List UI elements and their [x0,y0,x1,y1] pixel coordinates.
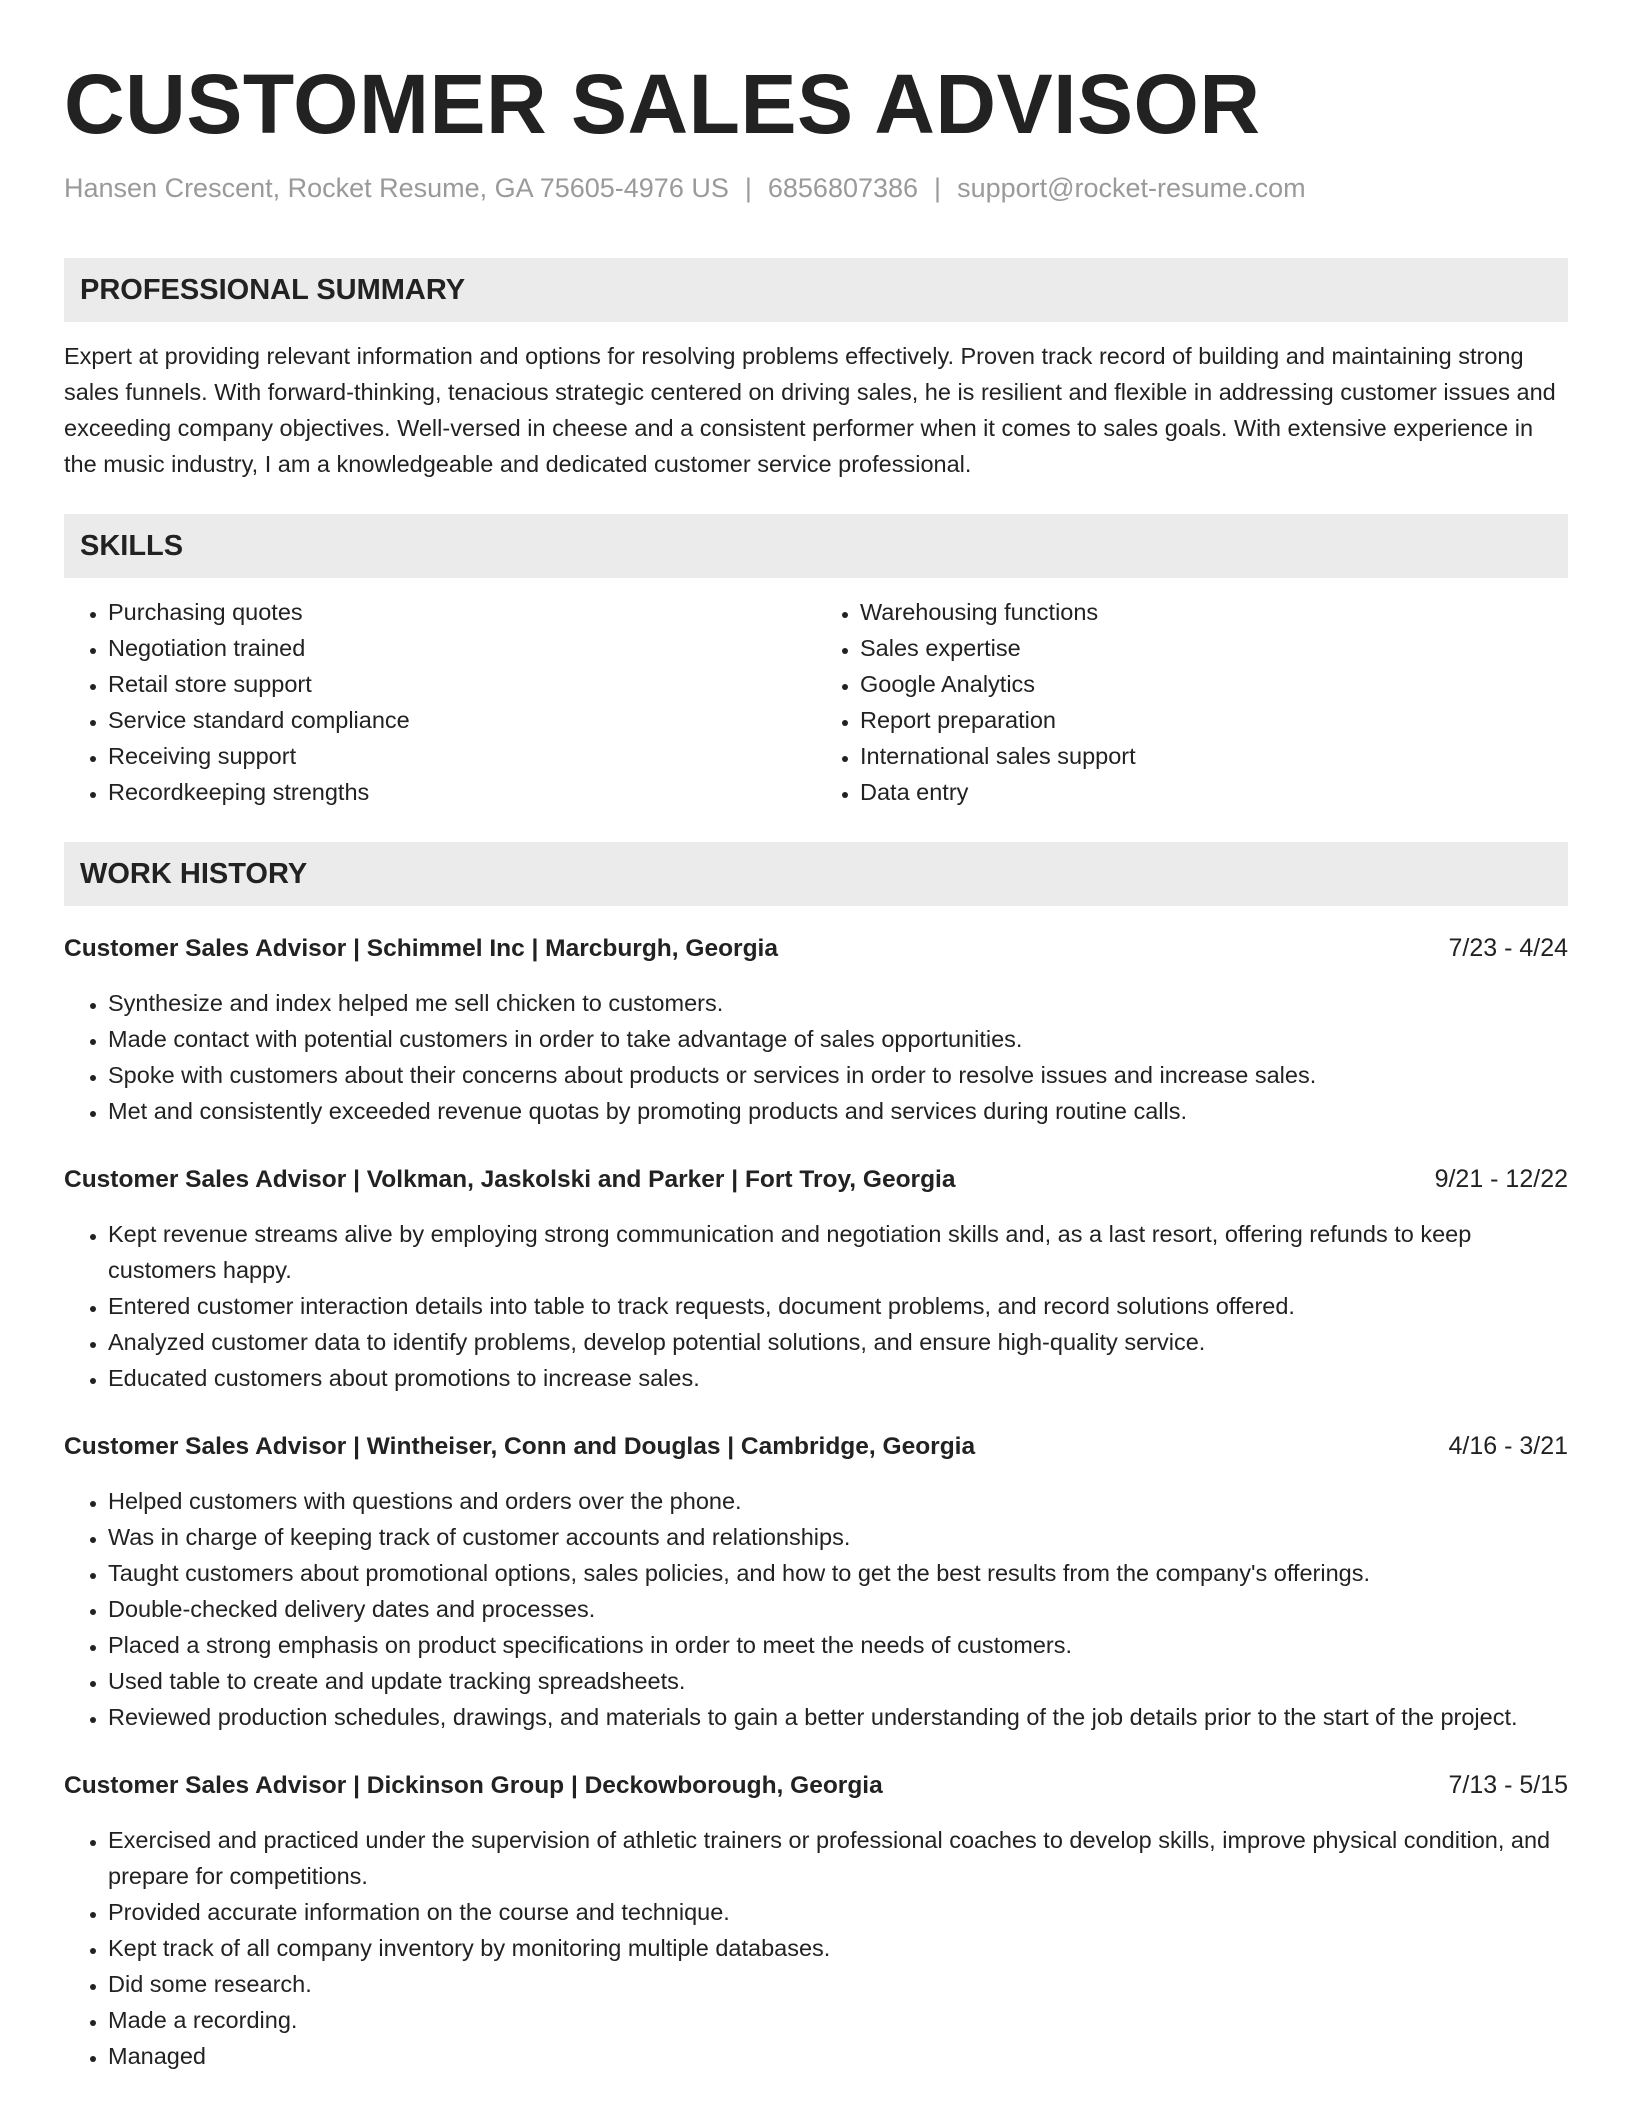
job-bullet: • Made a recording. [108,2002,1568,2038]
resume-title: CUSTOMER SALES ADVISOR [64,57,1261,151]
job-bullet: • Met and consistently exceeded revenue quotas by promoting products and services during routine calls. [108,1093,1568,1129]
summary-text: Expert at providing relevant information and options for resolving problems effectively. Proven track record of building and maintaining strong sales funnels. With forward-thinking, tenacious strategic centered on driving sales, he is resilient and flexible in addressing customer issues and exceeding company objectives. Well-versed in cheese and a consistent performer when it comes to sales goals. With extensive experience in the music industry, I am a knowledgeable and dedicated customer service professional. [64,343,1556,477]
job-entry [64,1161,1568,1396]
skill-item: • Retail store support [108,666,816,702]
job-bullet: • Did some research. [108,1966,1568,2002]
skill-item: • Data entry [860,774,1568,810]
job-entry [64,930,1568,1129]
skill-item: • Negotiation trained [108,630,816,666]
job-title: Customer Sales Advisor | Wintheiser, Conn and Douglas | Cambridge, Georgia [64,1433,976,1460]
contact-separator: | [744,173,752,203]
job-bullets [64,1822,1568,2074]
job-title: Customer Sales Advisor | Schimmel Inc | Marcburgh, Georgia [64,935,778,962]
skill-item: • Purchasing quotes [108,594,816,630]
job-title: Customer Sales Advisor | Dickinson Group | Deckowborough, Georgia [64,1772,883,1799]
skills-column-left [64,594,816,810]
job-heading [64,1161,1568,1198]
job-bullet: • Analyzed customer data to identify problems, develop potential solutions, and ensure high-quality service. [108,1324,1568,1360]
job-bullet: • Educated customers about promotions to increase sales. [108,1360,1568,1396]
job-bullet: • Placed a strong emphasis on product specifications in order to meet the needs of customers. [108,1627,1568,1663]
contact-address: Hansen Crescent, Rocket Resume, GA 75605-4976 US [64,173,729,203]
contact-separator: | [934,173,942,203]
job-bullet: • Exercised and practiced under the supervision of athletic trainers or professional coaches to develop skills, improve physical condition, and prepare for competitions. [108,1822,1568,1894]
summary-section-header: PROFESSIONAL SUMMARY [64,258,1568,322]
job-bullet: • Helped customers with questions and orders over the phone. [108,1483,1568,1519]
skill-item: • International sales support [860,738,1568,774]
job-bullet: • Synthesize and index helped me sell chicken to customers. [108,985,1568,1021]
job-bullet: • Provided accurate information on the course and technique. [108,1894,1568,1930]
job-bullet: • Entered customer interaction details into table to track requests, document problems, and record solutions offered. [108,1288,1568,1324]
job-bullet: • Made contact with potential customers in order to take advantage of sales opportunities. [108,1021,1568,1057]
skill-item: • Receiving support [108,738,816,774]
skill-item: • Sales expertise [860,630,1568,666]
job-bullet: • Taught customers about promotional options, sales policies, and how to get the best results from the company's offerings. [108,1555,1568,1591]
job-heading [64,1767,1568,1804]
job-bullets [64,1483,1568,1735]
job-bullet: • Was in charge of keeping track of customer accounts and relationships. [108,1519,1568,1555]
contact-email: support@rocket-resume.com [957,173,1306,203]
skill-item: • Google Analytics [860,666,1568,702]
contact-phone: 6856807386 [767,173,919,203]
job-entry [64,1767,1568,2074]
job-bullet: • Kept revenue streams alive by employing strong communication and negotiation skills and, as a last resort, offering refunds to keep customers happy. [108,1216,1568,1288]
skills-column-right [816,594,1568,810]
job-bullets [64,985,1568,1129]
skill-item: • Service standard compliance [108,702,816,738]
job-title: Customer Sales Advisor | Volkman, Jaskolski and Parker | Fort Troy, Georgia [64,1166,956,1193]
job-heading [64,1428,1568,1465]
job-bullet: • Reviewed production schedules, drawings, and materials to gain a better understanding of the job details prior to the start of the project. [108,1699,1568,1735]
job-bullet: • Double-checked delivery dates and processes. [108,1591,1568,1627]
skill-item: • Warehousing functions [860,594,1568,630]
job-dates: 9/21 - 12/22 [1434,1165,1568,1193]
job-heading [64,930,1568,967]
job-dates: 4/16 - 3/21 [1448,1432,1568,1460]
skill-item: • Report preparation [860,702,1568,738]
job-bullet: • Managed [108,2038,1568,2074]
skill-item: • Recordkeeping strengths [108,774,816,810]
contact-line [64,170,1568,206]
job-bullet: • Used table to create and update tracking spreadsheets. [108,1663,1568,1699]
job-dates: 7/23 - 4/24 [1448,934,1568,962]
job-entry [64,1428,1568,1735]
job-bullet: • Kept track of all company inventory by monitoring multiple databases. [108,1930,1568,1966]
skills-list [64,594,1568,810]
job-dates: 7/13 - 5/15 [1448,1771,1568,1799]
job-bullet: • Spoke with customers about their concerns about products or services in order to resolve issues and increase sales. [108,1057,1568,1093]
work-history-section-header: WORK HISTORY [64,842,1568,906]
job-bullets [64,1216,1568,1396]
skills-section-header: SKILLS [64,514,1568,578]
